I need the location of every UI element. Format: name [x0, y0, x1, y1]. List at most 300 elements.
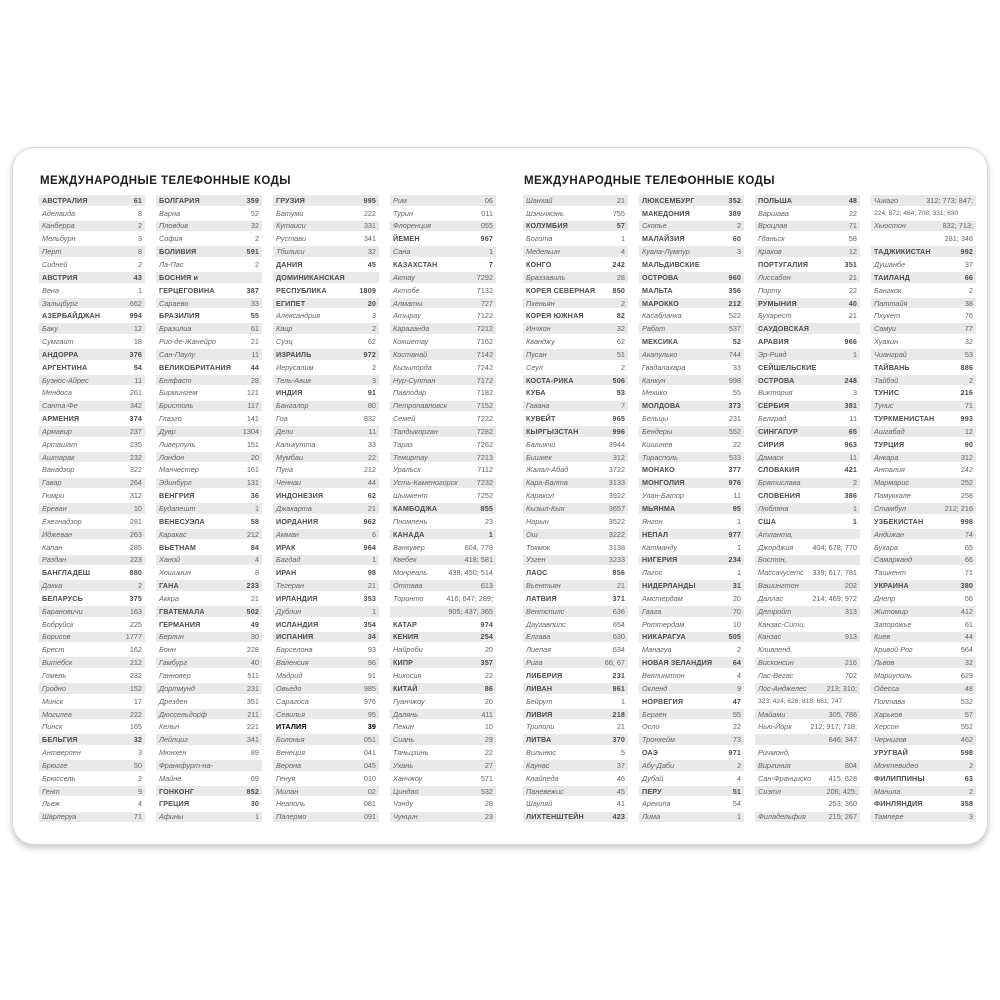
table-row	[523, 696, 628, 707]
entry-code: 2	[371, 324, 376, 334]
page-right	[523, 175, 976, 824]
entry-name: Овьедо	[276, 683, 302, 693]
table-row	[755, 336, 860, 347]
table-row	[390, 786, 496, 797]
table-row	[273, 632, 379, 643]
entry-code: 281; 346	[944, 234, 973, 244]
entry-name: Болонья	[276, 735, 305, 745]
table-row	[156, 362, 262, 373]
entry-name: Дюссельдорф	[159, 709, 207, 719]
entry-name: Роттердам	[642, 619, 685, 629]
table-row	[871, 298, 976, 309]
entry-code: 10	[484, 722, 493, 732]
entry-name: Медельин	[526, 247, 560, 257]
table-row	[390, 208, 496, 219]
entry-name: Амман	[276, 529, 299, 539]
entry-name: Бухарест	[758, 311, 792, 321]
entry-code: 386	[844, 491, 857, 501]
entry-code: 1	[620, 234, 625, 244]
entry-code: 985	[363, 683, 376, 693]
entry-code: 65	[964, 542, 973, 552]
entry-code: 744	[728, 349, 741, 359]
table-row	[755, 812, 860, 823]
codes-grid	[523, 195, 976, 824]
entry-name: Вена	[42, 285, 59, 295]
table-row	[639, 503, 744, 514]
entry-name: ТАИЛАНД	[874, 272, 910, 282]
entry-name: Рио-де-Жанейро	[159, 337, 216, 347]
table-row	[273, 311, 379, 322]
entry-code: 21	[367, 581, 376, 591]
entry-name: Павлодар	[393, 388, 427, 398]
entry-code: 60	[732, 234, 741, 244]
entry-name: Капан	[42, 542, 63, 552]
entry-name: Петропавловск	[393, 401, 447, 411]
table-row	[390, 336, 496, 347]
table-row	[156, 773, 262, 784]
table-row	[390, 722, 496, 733]
table-row	[523, 246, 628, 257]
entry-name: Катманду	[642, 542, 678, 552]
entry-name: КАНАДА	[393, 529, 425, 539]
table-row	[755, 683, 860, 694]
table-row	[871, 452, 976, 463]
table-row	[39, 246, 145, 257]
entry-code: 161	[246, 465, 259, 475]
entry-name: РУМЫНИЯ	[758, 298, 797, 308]
entry-name: Бейрут	[526, 696, 553, 706]
entry-name: Батуми	[276, 208, 304, 218]
table-row	[156, 388, 262, 399]
entry-code: 12	[964, 426, 973, 436]
entry-code: 223	[129, 555, 142, 565]
table-row	[273, 349, 379, 360]
table-row	[390, 426, 496, 437]
table-row	[523, 593, 628, 604]
entry-code: 702	[844, 670, 857, 680]
entry-code: 880	[129, 568, 142, 578]
entry-code: 387	[246, 285, 259, 295]
entry-code: 081	[363, 799, 376, 809]
entry-code: 3233	[608, 555, 625, 565]
table-row	[273, 734, 379, 745]
entry-code: 2	[852, 478, 857, 488]
entry-name: 323; 424; 626; 818; 661; 747	[758, 697, 843, 705]
entry-name: Севилья	[276, 709, 306, 719]
entry-name: ВЕНГРИЯ	[159, 491, 195, 501]
entry-code: 977	[728, 529, 741, 539]
entry-name: Лас-Вегас	[758, 670, 794, 680]
table-row	[273, 272, 379, 283]
entry-name: Гент	[42, 786, 60, 796]
entry-code: 7	[620, 401, 625, 411]
entry-code: 2	[736, 221, 741, 231]
entry-code: 22	[732, 722, 741, 732]
entry-code: 11	[849, 452, 857, 462]
entry-name: Бангкок	[874, 285, 902, 295]
entry-name: ТАДЖИКИСТАН	[874, 247, 931, 257]
table-row	[390, 670, 496, 681]
table-row	[871, 786, 976, 797]
entry-name: Рустави	[276, 234, 307, 244]
entry-code: 261	[129, 388, 142, 398]
table-row	[755, 709, 860, 720]
table-row	[156, 645, 262, 656]
entry-name: Шанхай	[526, 195, 553, 205]
table-row	[273, 799, 379, 810]
entry-code: 6	[371, 529, 376, 539]
entry-code: 91	[367, 670, 376, 680]
entry-name: ГРЕЦИЯ	[159, 799, 190, 809]
entry-code: 965	[612, 414, 625, 424]
entry-code: 2	[254, 259, 259, 269]
table-row	[39, 401, 145, 412]
entry-code: 351	[246, 696, 259, 706]
entry-name: ИЗРАИЛЬ	[276, 349, 312, 359]
entry-code: 604, 778	[464, 542, 493, 552]
entry-name: АЗЕРБАЙДЖАН	[42, 311, 101, 321]
entry-name: Памуккале	[874, 491, 911, 501]
table-row	[755, 221, 860, 232]
table-row	[390, 503, 496, 514]
entry-name: Далянь	[393, 709, 418, 719]
table-row	[39, 259, 145, 270]
entry-name: Аделаида	[42, 208, 76, 218]
entry-code: 7162	[476, 337, 493, 347]
entry-code: 263	[129, 529, 142, 539]
entry-name: ЛИВАН	[526, 683, 553, 693]
entry-code: 39	[367, 722, 376, 732]
entry-code: 40	[848, 298, 857, 308]
entry-name: Запорожье	[874, 619, 912, 629]
table-row	[639, 208, 744, 219]
table-row	[390, 439, 496, 450]
entry-code: 4	[137, 799, 142, 809]
entry-code: 995	[363, 195, 376, 205]
entry-code: 218	[612, 709, 625, 719]
entry-name: Лос-Анджелес	[758, 683, 807, 693]
entry-code: 22	[732, 439, 741, 449]
entry-code: 212	[129, 658, 142, 668]
entry-name: Балыкчи	[526, 439, 556, 449]
entry-name: Пхеньян	[526, 298, 555, 308]
table-row	[39, 555, 145, 566]
table-row	[390, 760, 496, 771]
entry-name: Хьюстон	[874, 221, 906, 231]
table-row	[156, 272, 262, 283]
table-row	[871, 619, 976, 630]
entry-name: Пномпень	[393, 516, 428, 526]
table-row	[755, 722, 860, 733]
entry-name: КАЗАХСТАН	[393, 259, 438, 269]
entry-name: Дувр	[159, 426, 176, 436]
table-row	[390, 747, 496, 758]
entry-code: 2	[736, 760, 741, 770]
table-row	[871, 413, 976, 424]
entry-name: ЛАТВИЯ	[526, 593, 557, 603]
entry-name: ИРАН	[276, 568, 297, 578]
entry-name: Хуахин	[874, 337, 899, 347]
table-row	[156, 195, 262, 206]
entry-code: 011	[481, 208, 493, 218]
entry-name: Бразилиа	[159, 324, 192, 334]
entry-code: 9	[736, 683, 741, 693]
table-row	[871, 490, 976, 501]
entry-name: Дубай	[642, 773, 664, 783]
entry-code: 522	[728, 311, 741, 321]
table-row	[871, 555, 976, 566]
table-row	[39, 478, 145, 489]
entry-name: Неаполь	[276, 799, 306, 809]
entry-name: ГРУЗИЯ	[276, 195, 305, 205]
entry-code: 258	[960, 491, 973, 501]
entry-name: ОАЭ	[642, 748, 658, 758]
entry-name: Ашгабад	[874, 426, 905, 436]
entry-name: Кызыл-Кыя	[526, 504, 565, 514]
entry-code: 727	[480, 298, 493, 308]
table-row	[273, 298, 379, 309]
entry-code: 281	[129, 516, 142, 526]
entry-name: Атланта,	[758, 529, 794, 539]
entry-name: Каунас	[526, 760, 550, 770]
entry-code: 163	[129, 606, 142, 616]
entry-code: 2	[736, 645, 741, 655]
entry-name: Мадрид	[276, 670, 303, 680]
entry-name: Триполи	[526, 722, 555, 732]
table-row	[523, 683, 628, 694]
table-row	[390, 490, 496, 501]
table-row	[523, 709, 628, 720]
entry-name: Ганновер	[159, 670, 191, 680]
entry-name: Сидней	[42, 259, 68, 269]
table-row	[390, 696, 496, 707]
entry-code: 571	[480, 773, 493, 783]
table-row	[871, 567, 976, 578]
entry-name: Пхукет	[874, 311, 901, 321]
table-row	[523, 606, 628, 617]
entry-name: ВЕЛИКОБРИТАНИЯ	[159, 362, 232, 372]
entry-name: Арташат	[42, 439, 78, 449]
entry-name: Самарканд	[874, 555, 913, 565]
table-row	[39, 516, 145, 527]
table-row	[755, 439, 860, 450]
table-row	[639, 812, 744, 823]
entry-code: 37	[964, 259, 973, 269]
entry-name: Тбилиси	[276, 247, 305, 257]
entry-name: МАЛЬДИВСКИЕ	[642, 259, 700, 269]
entry-code: 212	[363, 465, 376, 475]
entry-code: 222	[129, 709, 142, 719]
entry-code: 646; 347	[828, 735, 857, 745]
entry-name: Тегеран	[276, 581, 304, 591]
entry-name: Куала-Лумпур	[642, 247, 690, 257]
entry-name: Рим	[393, 195, 407, 205]
entry-name: Днепр	[874, 593, 896, 603]
table-row	[639, 593, 744, 604]
entry-code: 45	[616, 786, 625, 796]
entry-code: 886	[960, 362, 973, 372]
codes-column	[156, 195, 262, 824]
table-row	[871, 375, 976, 386]
entry-name: Брюссель	[42, 773, 76, 783]
table-row	[273, 285, 379, 296]
entry-code: 228	[246, 645, 259, 655]
entry-name: Чунцин	[393, 812, 418, 822]
entry-code: 375	[129, 593, 142, 603]
entry-name: Клайпеда	[526, 773, 559, 783]
entry-name: Каракас	[159, 529, 187, 539]
entry-code: 21	[616, 722, 625, 732]
entry-code: 33	[732, 362, 741, 372]
table-row	[156, 683, 262, 694]
entry-name: Сан-Франциско	[758, 773, 812, 783]
entry-code: 832	[363, 414, 376, 424]
table-row	[273, 426, 379, 437]
table-row	[156, 336, 262, 347]
entry-code: 82	[616, 311, 625, 321]
entry-name: Бишкек	[526, 452, 552, 462]
entry-code: 377	[728, 465, 741, 475]
entry-name: Абу-Даби	[642, 760, 675, 770]
table-row	[523, 465, 628, 476]
table-row	[639, 747, 744, 758]
entry-code: 32	[616, 324, 625, 334]
entry-code: 44	[964, 632, 973, 642]
table-row	[273, 413, 379, 424]
table-row	[755, 490, 860, 501]
entry-name: Гавана	[526, 401, 550, 411]
table-row	[273, 542, 379, 553]
entry-name: Берген	[642, 709, 667, 719]
table-row	[639, 786, 744, 797]
entry-code: 462	[960, 735, 973, 745]
entry-name: Генуя	[276, 773, 296, 783]
entry-code: 2	[254, 234, 259, 244]
entry-name: Паттайя	[874, 298, 908, 308]
entry-code: 71	[133, 812, 142, 822]
entry-name: Вьентьян	[526, 581, 561, 591]
entry-code: 342	[129, 401, 142, 411]
entry-name: Раздан	[42, 555, 67, 565]
table-row	[156, 439, 262, 450]
entry-name: Улан-Батор	[642, 491, 684, 501]
table-row	[523, 311, 628, 322]
table-row	[871, 478, 976, 489]
entry-name: Пекин	[393, 722, 414, 732]
entry-code: 613	[480, 581, 493, 591]
table-row	[755, 426, 860, 437]
entry-code: 654	[612, 619, 625, 629]
entry-name: ЛАОС	[526, 568, 548, 578]
table-row	[273, 503, 379, 514]
entry-name: Жалал-Абад	[526, 465, 569, 475]
entry-name: ФИНЛЯНДИЯ	[874, 799, 923, 809]
entry-code: 994	[129, 311, 142, 321]
entry-name: Гоа	[276, 414, 288, 424]
table-row	[156, 298, 262, 309]
entry-name: Мюнхен	[159, 748, 187, 758]
table-row	[156, 234, 262, 245]
entry-name: Касабланка	[642, 311, 682, 321]
table-row	[390, 311, 496, 322]
entry-name: Краков	[758, 247, 782, 257]
entry-name: Детройт	[758, 606, 792, 616]
entry-code: 216	[844, 658, 857, 668]
entry-code: 62	[367, 337, 376, 347]
entry-code: 254	[480, 632, 493, 642]
entry-code: 856	[612, 568, 625, 578]
table-row	[639, 580, 744, 591]
entry-code: 091	[363, 812, 376, 822]
entry-code: 11	[733, 491, 741, 501]
table-row	[755, 555, 860, 566]
entry-name: ТУРЦИЯ	[874, 439, 905, 449]
table-row	[755, 401, 860, 412]
table-row	[871, 632, 976, 643]
entry-name: Акапулько	[642, 349, 678, 359]
entry-code: 23	[484, 516, 493, 526]
entry-code: 3	[137, 234, 142, 244]
table-row	[639, 452, 744, 463]
entry-code: 12	[848, 247, 857, 257]
entry-name: Дамаск	[758, 452, 784, 462]
table-row	[273, 619, 379, 630]
entry-code: 598	[960, 748, 973, 758]
entry-name: Ричмонд,	[758, 748, 790, 758]
entry-code: 57	[616, 221, 625, 231]
entry-name: Аштарак	[42, 452, 75, 462]
entry-code: 7172	[476, 375, 493, 385]
entry-name: Дортмунд	[159, 683, 195, 693]
entry-name: Тель-Авив	[276, 375, 311, 385]
table-row	[39, 426, 145, 437]
entry-code: 1	[137, 285, 142, 295]
entry-name: Гаага	[642, 606, 662, 616]
entry-name: Гданьск	[758, 234, 785, 244]
entry-name: Иджеван	[42, 529, 73, 539]
entry-code: 28	[484, 799, 493, 809]
table-row	[156, 786, 262, 797]
table-row	[273, 259, 379, 270]
table-row	[156, 465, 262, 476]
entry-name: МОНГОЛИЯ	[642, 478, 685, 488]
table-row	[871, 670, 976, 681]
table-row	[39, 606, 145, 617]
table-row	[639, 323, 744, 334]
page-title: МЕЖДУНАРОДНЫЕ ТЕЛЕФОННЫЕ КОДЫ	[524, 175, 775, 187]
entry-name: СИРИЯ	[758, 439, 785, 449]
entry-name: Лондон	[159, 452, 185, 462]
entry-code: 966	[844, 337, 857, 347]
table-row	[390, 619, 496, 630]
table-row	[39, 413, 145, 424]
entry-name: Гавар	[42, 478, 62, 488]
diary-page-sheet	[12, 147, 988, 845]
table-row	[156, 375, 262, 386]
entry-name: Бостон,	[758, 555, 787, 565]
table-row	[390, 388, 496, 399]
table-row	[156, 619, 262, 630]
entry-code: 66	[964, 555, 973, 565]
entry-code: 331	[363, 221, 376, 231]
entry-code: 11	[368, 426, 376, 436]
entry-name: ЛИБЕРИЯ	[526, 670, 563, 680]
entry-code: 73	[732, 735, 741, 745]
table-row	[39, 465, 145, 476]
entry-name: АРГЕНТИНА	[42, 362, 88, 372]
codes-column	[39, 195, 145, 824]
entry-name: Александрия	[276, 311, 321, 321]
